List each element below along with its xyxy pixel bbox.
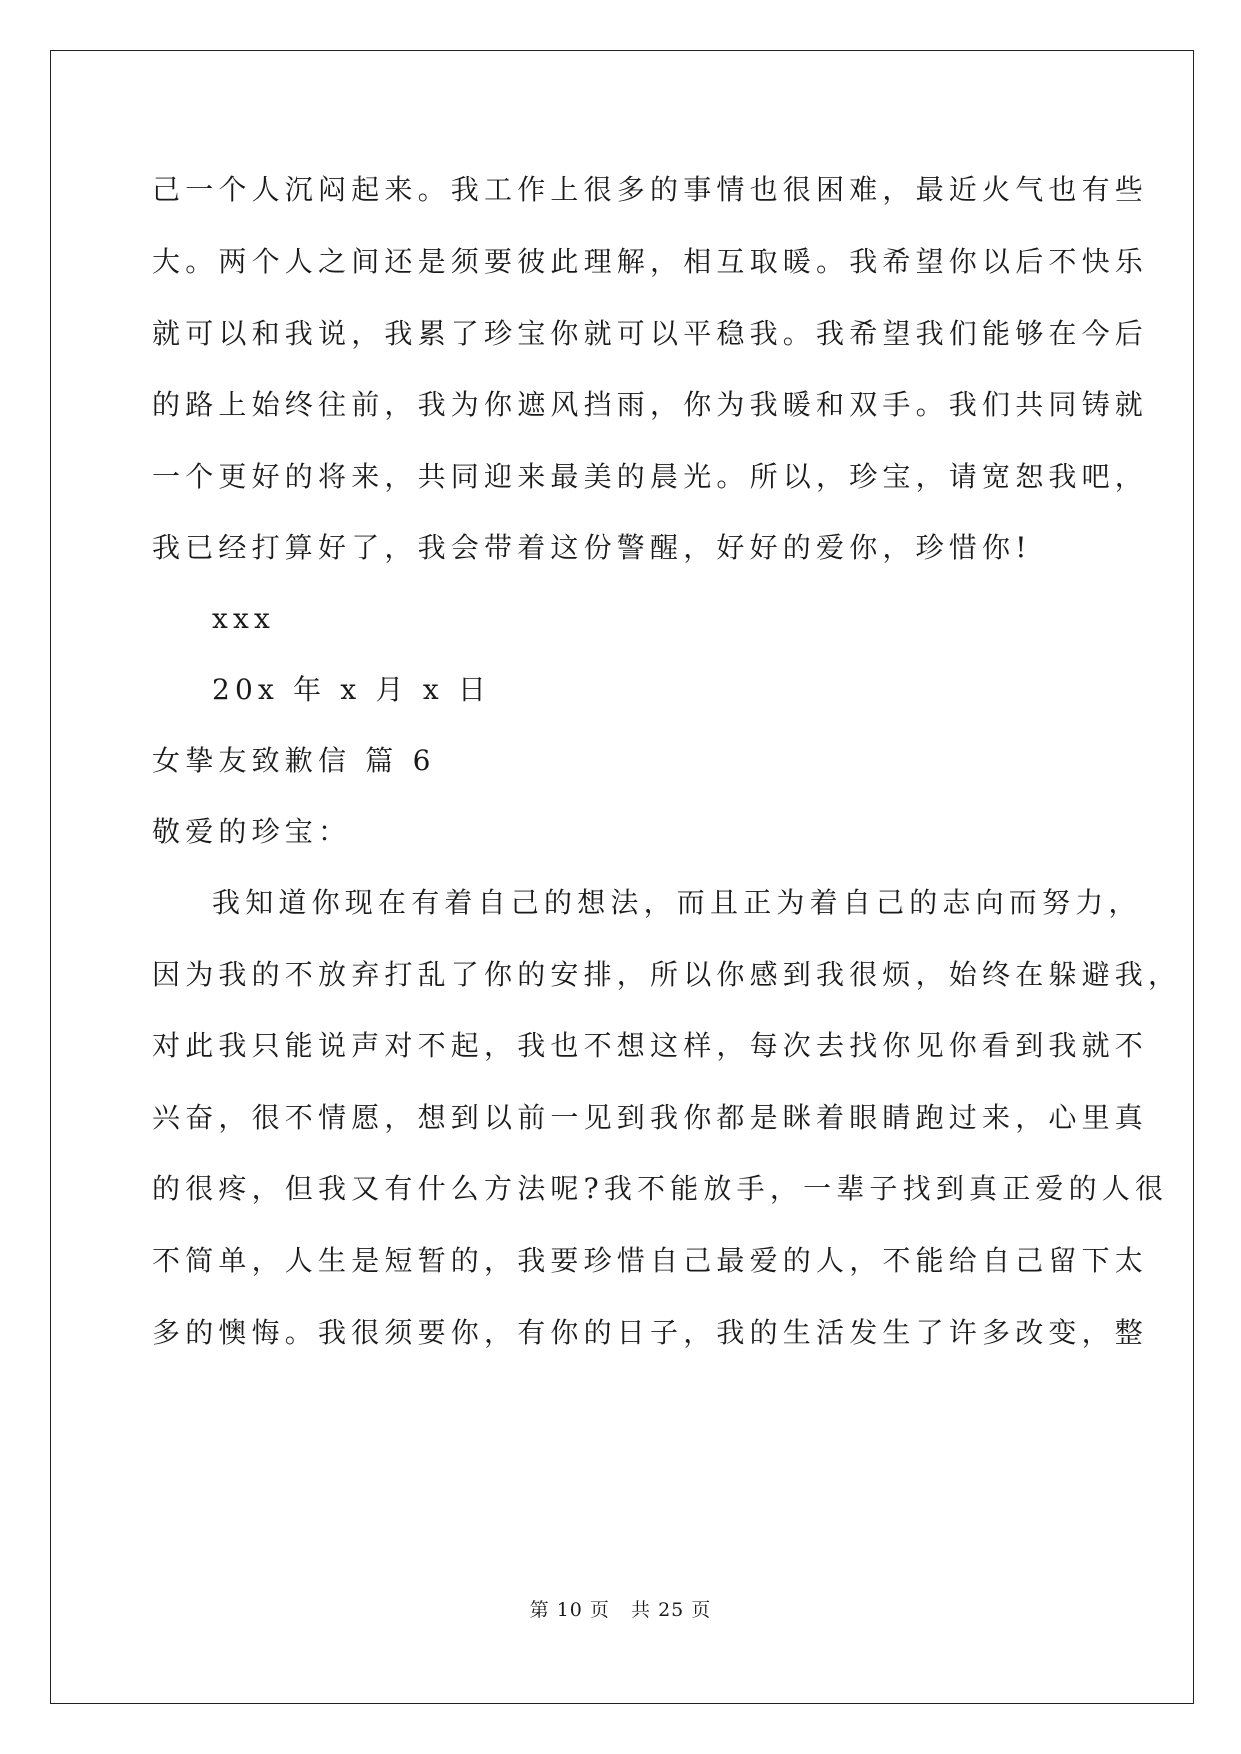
paragraph-line: 对此我只能说声对不起，我也不想这样，每次去找你见你看到我就不	[152, 1029, 1149, 1062]
letter-date: 20x 年 x 月 x 日	[212, 673, 492, 706]
paragraph-line: 的很疼，但我又有什么方法呢?我不能放手，一辈子找到真正爱的人很	[152, 1172, 1169, 1205]
paragraph-line: 我知道你现在有着自己的想法，而且正为着自己的志向而努力，	[212, 886, 1142, 919]
paragraph-line: 因为我的不放弃打乱了你的安排，所以你感到我很烦，始终在躲避我，	[152, 958, 1182, 991]
section-title: 女挚友致歉信 篇 6	[152, 744, 436, 777]
paragraph-line: 兴奋，很不情愿，想到以前一见到我你都是眯着眼睛跑过来，心里真	[152, 1101, 1149, 1134]
paragraph-line: 多的懊悔。我很须要你，有你的日子，我的生活发生了许多改变，整	[152, 1316, 1149, 1349]
paragraph-line: 大。两个人之间还是须要彼此理解，相互取暖。我希望你以后不快乐	[152, 245, 1149, 278]
page-border	[50, 50, 1194, 1704]
page-footer: 第 10 页 共 25 页	[529, 1599, 712, 1621]
salutation: 敬爱的珍宝：	[152, 815, 352, 848]
paragraph-line: 就可以和我说，我累了珍宝你就可以平稳我。我希望我们能够在今后	[152, 317, 1149, 350]
paragraph-line: 不简单，人生是短暂的，我要珍惜自己最爱的人，不能给自己留下太	[152, 1244, 1149, 1277]
paragraph-line: 的路上始终往前，我为你遮风挡雨，你为我暖和双手。我们共同铸就	[152, 388, 1149, 421]
paragraph-line: 己一个人沉闷起来。我工作上很多的事情也很困难，最近火气也有些	[152, 173, 1149, 206]
paragraph-line: 我已经打算好了，我会带着这份警醒，好好的爱你，珍惜你!	[152, 531, 1032, 564]
paragraph-line: 一个更好的将来，共同迎来最美的晨光。所以，珍宝，请宽恕我吧，	[152, 460, 1149, 493]
signature: xxx	[212, 602, 275, 635]
